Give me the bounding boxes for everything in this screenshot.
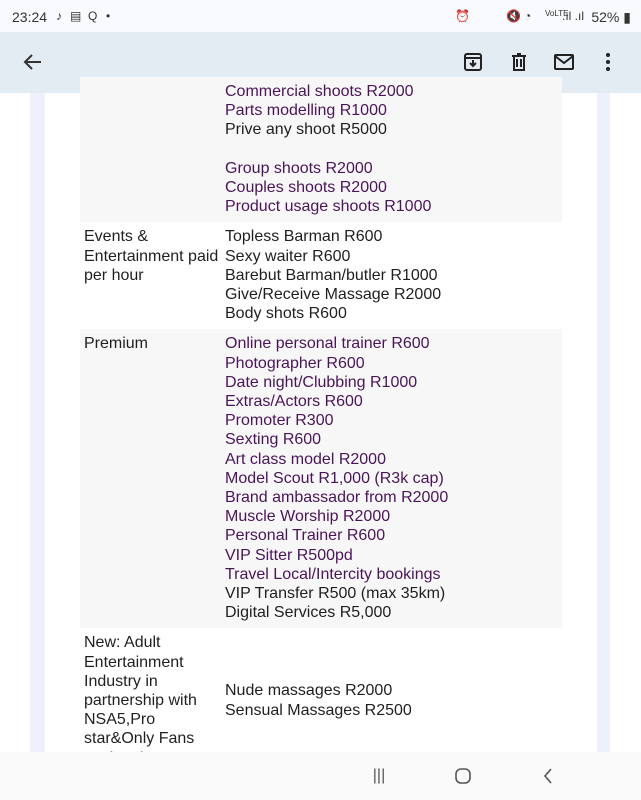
- row-label: [80, 82, 225, 216]
- price-table: [80, 77, 562, 774]
- volte-icon: VoLTE: [545, 9, 569, 18]
- service-item: Give/Receive Massage R2000: [225, 286, 442, 304]
- service-item[interactable]: Extras/Actors R600: [225, 393, 363, 411]
- nav-back-icon: [542, 768, 554, 784]
- service-item[interactable]: Group shoots R2000: [225, 159, 373, 177]
- service-item: Sexy waiter R600: [225, 247, 351, 265]
- service-item[interactable]: Brand ambassador from R2000: [225, 489, 449, 507]
- service-item: Digital Services R5,000: [225, 604, 392, 622]
- battery-icon: ▮: [623, 9, 631, 25]
- row-values: [225, 82, 562, 216]
- more-notifications-dot: •: [106, 9, 111, 23]
- search-notification-icon: Q: [88, 9, 98, 23]
- service-item[interactable]: Date night/Clubbing R1000: [225, 373, 418, 391]
- service-item: Topless Barman R600: [225, 228, 383, 246]
- row-label: Premium: [84, 335, 149, 353]
- service-item[interactable]: Sexting R600: [225, 431, 322, 449]
- service-item: Body shots R600: [225, 305, 347, 323]
- system-nav-bar: [0, 752, 641, 800]
- service-item: Prive any shoot R5000: [225, 121, 387, 139]
- calendar-icon: ▤: [70, 9, 82, 23]
- service-item: [225, 140, 562, 159]
- status-time: 23:24: [12, 9, 48, 25]
- delete-button[interactable]: [505, 48, 533, 76]
- archive-button[interactable]: [459, 48, 487, 76]
- service-item[interactable]: Model Scout R1,000 (R3k cap): [225, 469, 444, 487]
- table-row: [80, 329, 562, 628]
- service-item[interactable]: Art class model R2000: [225, 450, 386, 468]
- table-row: [80, 222, 562, 329]
- recent-apps-icon: |||: [372, 767, 386, 784]
- table-row: [80, 77, 562, 222]
- service-item[interactable]: Personal Trainer R600: [225, 527, 386, 545]
- row-label: New: Adult Entertainment Industry in partnership with NSA5,Pro star&Only Fans: [84, 634, 197, 748]
- row-values: [225, 633, 562, 767]
- row-label: Events & Entertainment paid per hour: [84, 228, 219, 284]
- status-bar: [0, 0, 641, 32]
- service-item[interactable]: Couples shoots R2000: [225, 179, 387, 196]
- email-body[interactable]: [0, 83, 641, 752]
- service-item: Nude massages R2000: [225, 682, 393, 700]
- alarm-icon: ⏰: [455, 9, 470, 23]
- wifi-icon: ◔: [524, 9, 532, 23]
- more-vert-icon: [605, 52, 611, 72]
- service-item[interactable]: VIP Sitter R500pd: [225, 546, 353, 564]
- service-item[interactable]: Muscle Worship R2000: [225, 508, 391, 526]
- service-item[interactable]: Online personal trainer R600: [225, 335, 430, 353]
- battery-level: 52% ▮: [591, 9, 631, 25]
- more-options-button[interactable]: [594, 48, 622, 76]
- service-item[interactable]: Photographer R600: [225, 354, 365, 372]
- service-item[interactable]: Promoter R300: [225, 412, 334, 430]
- service-item: Barebut Barman/butler R1000: [225, 266, 438, 284]
- service-item[interactable]: Commercial shoots R2000: [225, 83, 414, 100]
- mail-icon: [553, 52, 575, 72]
- recent-apps-button[interactable]: [364, 764, 394, 788]
- home-icon: [455, 768, 471, 784]
- service-item: Sensual Massages R2500: [225, 701, 412, 719]
- mute-icon: 🔇: [506, 9, 521, 23]
- service-item[interactable]: Travel Local/Intercity bookings: [225, 565, 441, 583]
- service-item: VIP Transfer R500 (max 35km): [225, 585, 446, 603]
- back-button[interactable]: [19, 48, 47, 76]
- service-item[interactable]: Product usage shoots R1000: [225, 198, 432, 216]
- service-item[interactable]: Parts modelling R1000: [225, 102, 387, 120]
- home-button[interactable]: [448, 764, 478, 788]
- mark-unread-button[interactable]: [550, 48, 578, 76]
- tiktok-icon: ♪: [56, 9, 62, 23]
- trash-icon: [509, 52, 529, 72]
- archive-icon: [463, 52, 483, 72]
- row-values: [225, 334, 562, 622]
- nav-back-button[interactable]: [533, 764, 563, 788]
- back-arrow-icon: [23, 52, 43, 72]
- row-values: [225, 227, 562, 323]
- signal-icon: .ıl .ıl: [562, 9, 585, 23]
